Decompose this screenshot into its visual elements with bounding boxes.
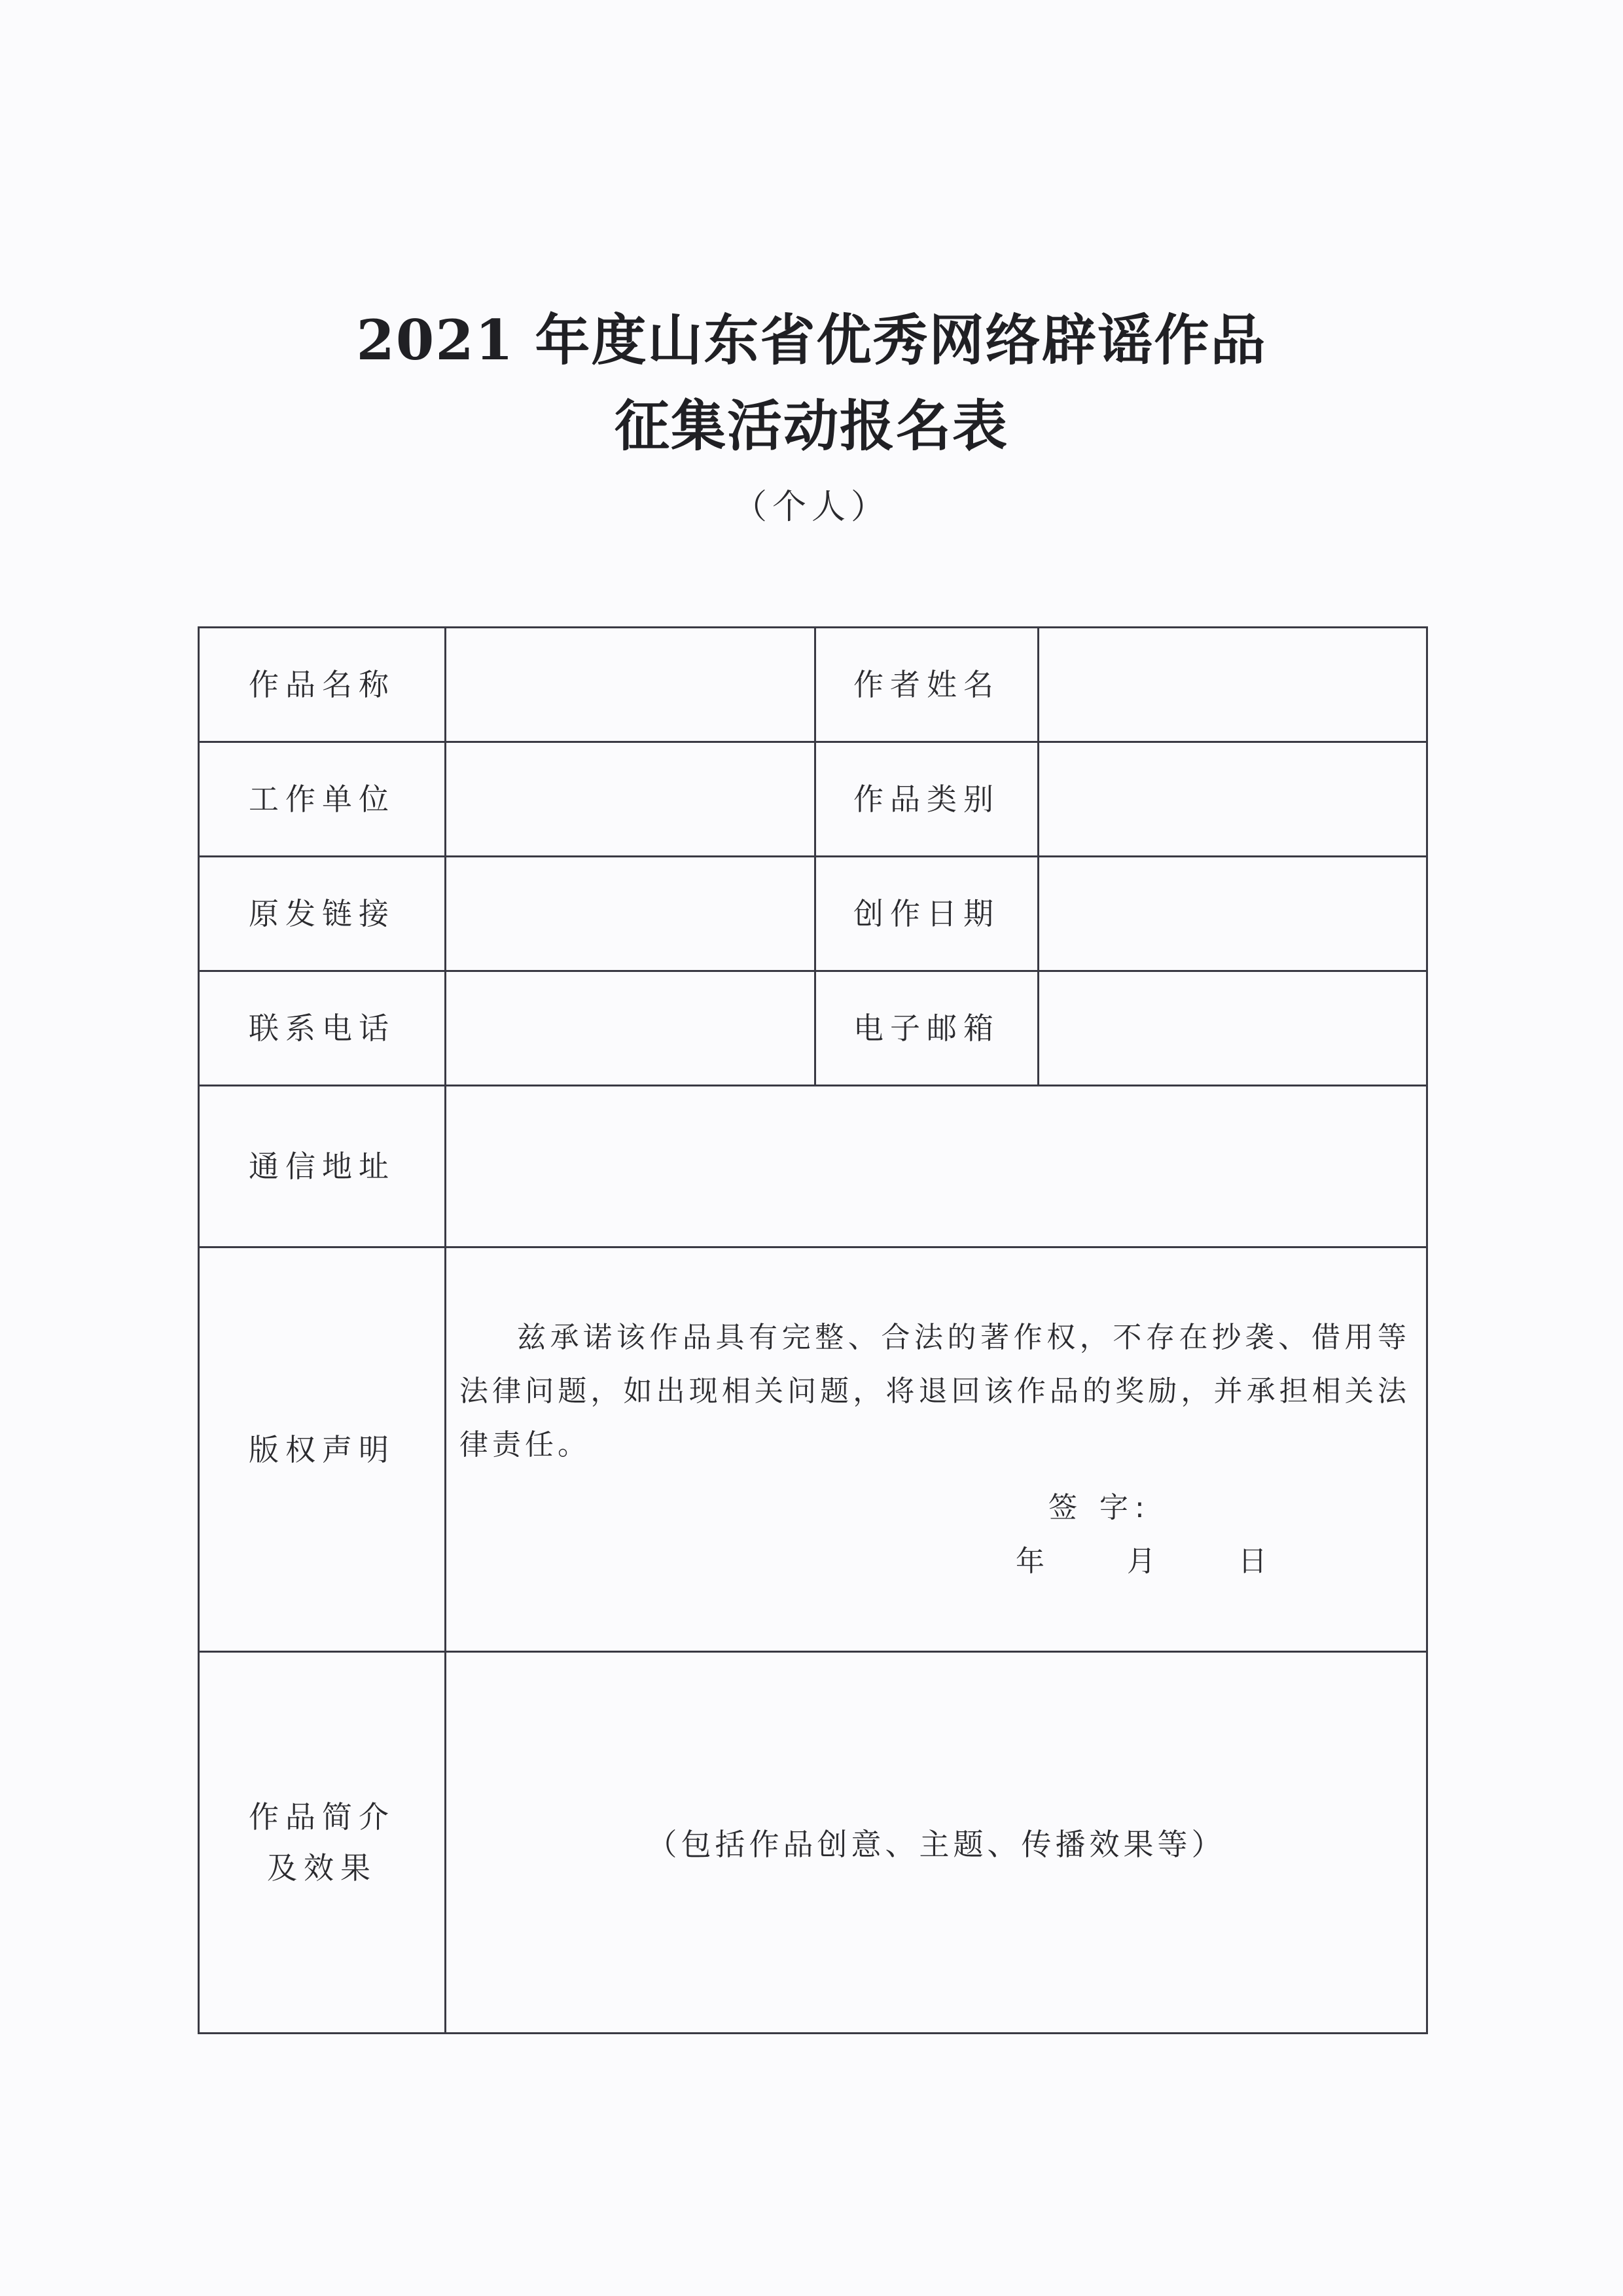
signature-label: 签 字: [1048,1490,1151,1524]
label-work-category: 作品类别 [815,742,1039,857]
form-row-copyright [199,1247,1427,1652]
registration-form-table [198,626,1428,2034]
page-title-line2: 征集活动报名表 [614,393,1008,458]
original-link-field[interactable] [446,857,815,971]
form-row-phone [199,971,1427,1086]
label-creation-date: 创作日期 [815,857,1039,971]
work-category-field[interactable] [1039,742,1427,857]
intro-field[interactable] [446,1652,1427,2034]
label-phone: 联系电话 [199,971,446,1086]
label-address: 通信地址 [199,1086,446,1247]
date-day-label: 日 [1238,1544,1271,1578]
work-title-field[interactable] [446,628,815,742]
label-employer: 工作单位 [199,742,446,857]
intro-placeholder-text: （包括作品创意、主题、传播效果等） [647,1827,1226,1862]
address-field[interactable] [446,1086,1427,1247]
label-author-name: 作者姓名 [815,628,1039,742]
label-email: 电子邮箱 [815,971,1039,1086]
email-field[interactable] [1039,971,1427,1086]
creation-date-field[interactable] [1039,857,1427,971]
phone-field[interactable] [446,971,815,1086]
label-copyright: 版权声明 [199,1247,446,1652]
label-intro-line2: 及效果 [267,1850,377,1886]
form-row-intro [199,1652,1427,2034]
copyright-body [446,1311,1426,1588]
copyright-statement: 兹承诺该作品具有完整、合法的著作权，不存在抄袭、借用等法律问题，如出现相关问题，将退回该作品的奖励，并承担相关法律责任。 [459,1320,1410,1462]
label-intro-line1: 作品简介 [249,1799,395,1835]
author-name-field[interactable] [1039,628,1427,742]
copyright-cell [446,1247,1427,1652]
date-month-label: 月 [1126,1544,1160,1578]
page-subtitle: （个人） [732,488,890,527]
form-row-work-title [199,628,1427,742]
form-row-employer [199,742,1427,857]
label-intro [199,1652,446,2034]
signature-date [459,1535,1410,1588]
label-original-link: 原发链接 [199,857,446,971]
form-row-address [199,1086,1427,1247]
date-year-label: 年 [1016,1544,1048,1578]
employer-field[interactable] [446,742,815,857]
page-title-line1: 2021 年度山东省优秀网络辟谣作品 [356,308,1267,372]
label-work-title: 作品名称 [199,628,446,742]
form-row-original-link [199,857,1427,971]
